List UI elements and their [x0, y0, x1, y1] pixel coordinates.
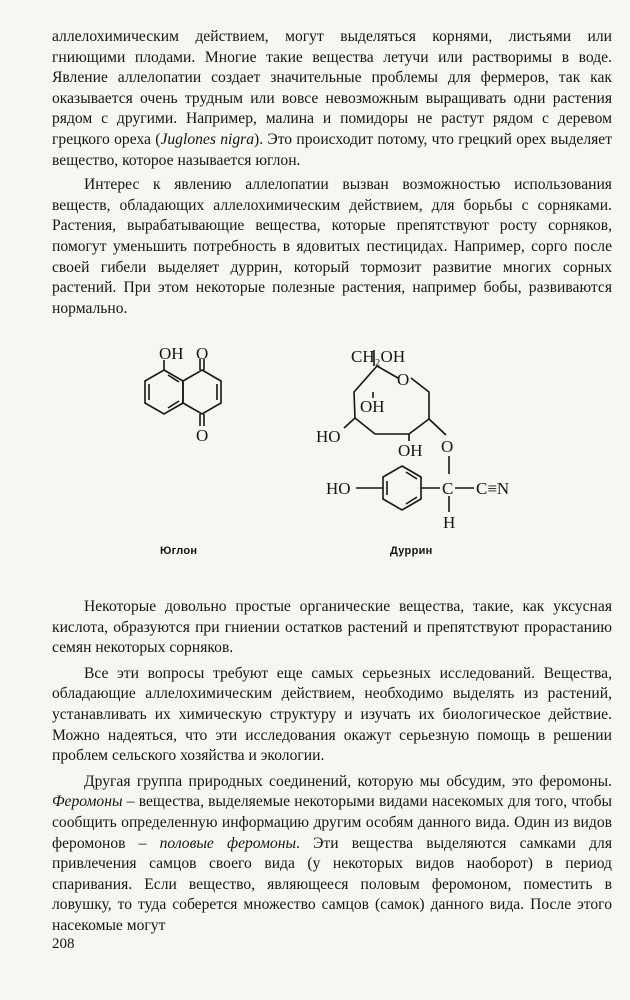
dhurrin-caption: Дуррин	[390, 545, 433, 557]
dhurrin-ho-label: HO	[316, 427, 341, 446]
dhurrin-central-carbon: C	[442, 479, 454, 498]
juglone-quinone-ring	[183, 370, 221, 414]
juglone-oh-label: OH	[159, 344, 184, 363]
juglone-oxygen-top: O	[196, 344, 209, 363]
pheromone-definition-text: – вещества, выделяемые некоторыми видами насекомых для того, чтобы сообщить определенную информацию другим особям данного вида. Один из видов феромонов –	[52, 793, 612, 852]
dhurrin-phenyl-ring	[383, 466, 421, 510]
paragraph-text-tail: . Это происходит потому, что грецкий орех выделяет вещество, которое называется юглон.	[52, 130, 613, 169]
paragraph-continuation: аллелохимическим действием, могут выделяться корнями, листьями или гниющими плодами. Многие такие вещества летучи или растворимы в воде. Явление аллелопатии создает значительные проблемы для фермеров, так как оказывается очень трудным или вовсе невозможным выращивать одни растения рядом с другими. Например, малина и помидоры не растут рядом с деревом грецкого ореха (Juglones nigra). Это происходит потому, что грецкий орех выделяет вещество, которое называется юглон.	[52, 28, 613, 169]
juglone-structure	[145, 344, 221, 445]
paragraph-pheromones	[52, 772, 612, 937]
paragraph-acetic-acid: Некоторые довольно простые органические вещества, такие, как уксусная кислота, образуются при гниении остатков растений и препятствуют прорастанию семян некоторых сорняков.	[52, 598, 612, 657]
paragraph-research-needed: Все эти вопросы требуют еще самых серьезных исследований. Вещества, обладающие аллелохимическим действием, необходимо выделять из растений, устанавливать их химическую структуру и изучать их биологическое действие. Можно надеяться, что эти исследования окажут серьезную помощь в решении проблем сельского хозяйства и экологии.	[52, 664, 612, 765]
dhurrin-glycosidic-oxygen: O	[441, 437, 454, 456]
paragraph-text: аллелохимическим действием, могут выделяться корнями, листьями или гниющими плодами. Многие такие вещества летучи или растворимы в воде. Явление аллелопатии создает значительные проблемы для фермеров, так как оказывается очень трудным или вовсе невозможным выращивать одни растения рядом с другими. Например, малина и помидоры не растут рядом с деревом грецкого ореха	[52, 28, 612, 148]
paragraph-allelopathy-interest: Интерес к явлению аллелопатии вызван возможностью использования веществ, обладающих аллелохимическим действием, для борьбы с сорняками. Растения, вырабатывающие вещества, которые препятствуют росту сорняков, помогут уменьшить потребность в ядовитых пестицидах. Например, сорго после своей гибели выделяет дуррин, который тормозит развитие многих сорных растений. При этом некоторые полезные растения, например бобы, развиваются нормально.	[52, 176, 612, 317]
pheromone-intro-text: Другая группа природных соединений, которую мы обсудим, это феромоны.	[84, 772, 612, 790]
term-sex-pheromones: половые феромоны	[159, 834, 297, 852]
term-pheromones: Феромоны	[52, 793, 123, 811]
dhurrin-structure	[316, 347, 509, 532]
dhurrin-oh-label-2: OH	[398, 441, 423, 460]
dhurrin-hydrogen: H	[443, 513, 456, 532]
juglone-caption: Юглон	[160, 545, 198, 557]
dhurrin-ho-phenol: HO	[326, 479, 351, 498]
text-block-top	[52, 27, 612, 319]
dhurrin-oh-label-1: OH	[360, 397, 385, 416]
structures-svg	[0, 330, 630, 570]
page-number: 208	[52, 936, 75, 952]
chemical-structures-figure	[0, 330, 630, 570]
text-block-bottom	[52, 597, 612, 937]
dhurrin-nitrile: C≡N	[476, 479, 510, 498]
dhurrin-ch2oh-label: CH₂OH	[351, 347, 406, 366]
latin-species-name: Juglones nigra	[160, 130, 254, 148]
pheromone-continuation-text: . Эти вещества выделяются самками для привлечения самцов своего вида (у некоторых видов наоборот) в период спаривания. Если вещество, являющееся половым феромоном, поместить в ловушку, то туда соберется множество самцов (самок) данного вида. После этого насекомые могут	[52, 834, 612, 934]
dhurrin-ring-oxygen: O	[397, 370, 410, 389]
juglone-oxygen-bottom: O	[196, 426, 209, 445]
juglone-benzene-ring	[145, 370, 183, 414]
